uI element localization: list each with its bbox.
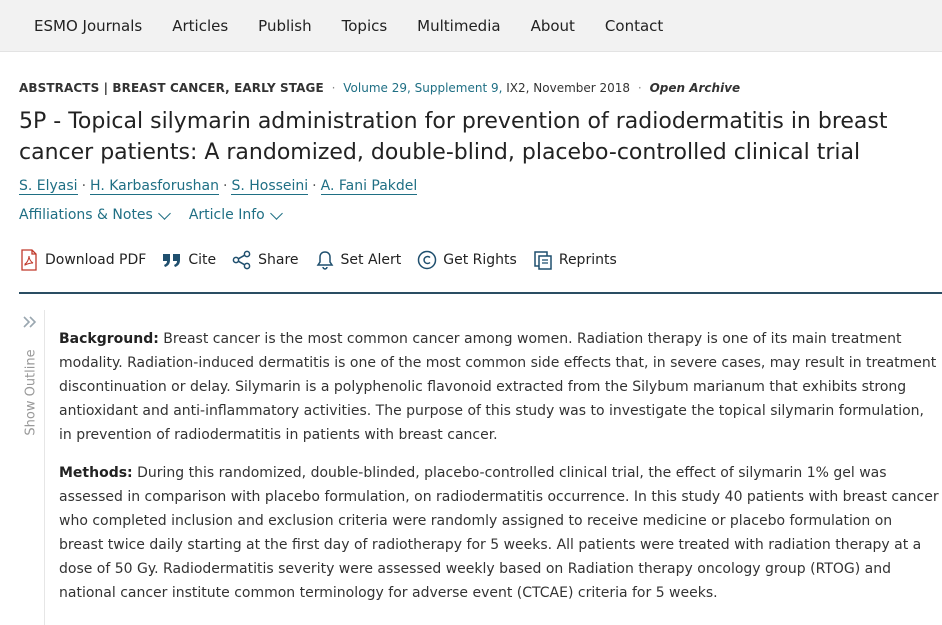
nav-articles[interactable]: Articles [172,16,229,35]
cite-label: Cite [188,252,217,268]
author-separator: · [81,178,87,194]
abstract-body [59,327,939,619]
nav-about[interactable]: About [530,16,575,35]
issue-text: IX2, November 2018 [506,81,631,95]
chevron-down-icon [270,207,283,220]
article-title: 5P - Topical silymarin administration for prevention of radiodermatitis in breast cancer patients: A randomized, double-blind, placebo-controlled clinical trial [19,109,888,165]
quote-icon [162,251,182,269]
chevron-down-icon [158,207,171,220]
article-header [19,52,934,271]
share-label: Share [258,252,299,268]
get-rights-button[interactable] [417,249,517,271]
article-toolbar [19,249,934,271]
nav-topics[interactable]: Topics [341,16,388,35]
affiliations-toggle[interactable] [19,207,169,223]
pdf-icon [19,249,39,271]
access-badge: Open Archive [649,81,741,95]
article-section[interactable]: ABSTRACTS | BREAST CANCER, EARLY STAGE [19,81,324,95]
methods-heading: Methods: [59,465,133,481]
nav-multimedia[interactable]: Multimedia [417,16,501,35]
author-separator: · [312,178,317,194]
double-chevron-right-icon [22,315,38,329]
top-navigation [0,0,942,52]
cite-button[interactable] [162,249,216,271]
background-heading: Background: [59,331,159,347]
share-button[interactable] [232,249,298,271]
article-info-label: Article Info [188,207,265,223]
author-link[interactable]: H. Karbasforushan [90,178,219,194]
copyright-icon [417,250,437,270]
nav-esmo-journals[interactable]: ESMO Journals [34,16,143,35]
content-divider [19,292,942,294]
meta-separator: · [637,81,642,95]
author-link[interactable]: A. Fani Pakdel [320,178,418,194]
set-alert-label: Set Alert [340,252,402,268]
background-text: Breast cancer is the most common cancer among women. Radiation therapy is one of its main treatment modality. Radiation-induced dermatitis is one of the most common side effects that, in severe cases, may result in treatment discontinuation or delay. Silymarin is a polyphenolic flavonoid extracted from the Silybum marianum that exhibits strong antioxidant and anti-inflammatory activities. The purpose of this study was to investigate the topical silymarin formulation, in prevention of radiodermatitis in patients with breast cancer. [59,331,937,443]
methods-paragraph [59,461,939,605]
meta-separator: · [331,81,336,95]
author-link[interactable]: S. Hosseini [231,178,309,194]
download-pdf-button[interactable] [19,249,146,271]
nav-contact[interactable]: Contact [604,16,664,35]
article-info-toggle[interactable] [189,207,281,223]
author-list [19,178,934,194]
show-outline-label: Show Outline [23,349,39,436]
article-meta [19,81,934,95]
reprints-label: Reprints [558,252,617,268]
background-paragraph [59,327,939,447]
bell-icon [315,250,335,270]
reprints-icon [533,250,553,270]
affiliations-label: Affiliations & Notes [19,207,153,223]
set-alert-button[interactable] [315,249,402,271]
methods-text: During this randomized, double-blinded, placebo-controlled clinical trial, the effect of silymarin 1% gel was assessed in comparison with placebo formulation, on radiodermatitis occurrence. In this study 40 patients with breast cancer who completed inclusion and exclusion criteria were randomly assigned to receive medicine or placebo formulation on breast twice daily starting at the first day of radiotherapy for 5 weeks. All patients were treated with radiation therapy at a dose of 50 Gy. Radiodermatitis severity were assessed weekly based on Radiation therapy oncology group (RTOG) and national cancer institute common terminology for adverse event (CTCAE) criteria for 5 weeks. [59,465,939,601]
outline-toggle[interactable] [18,310,45,625]
nav-publish[interactable]: Publish [258,16,312,35]
info-links [19,207,934,223]
share-icon [232,250,252,270]
volume-link[interactable]: Volume 29, Supplement 9, [343,81,503,95]
author-link[interactable]: S. Elyasi [19,178,78,194]
reprints-button[interactable] [533,249,617,271]
get-rights-label: Get Rights [443,252,517,268]
download-pdf-label: Download PDF [45,252,147,268]
author-separator: · [222,178,228,194]
